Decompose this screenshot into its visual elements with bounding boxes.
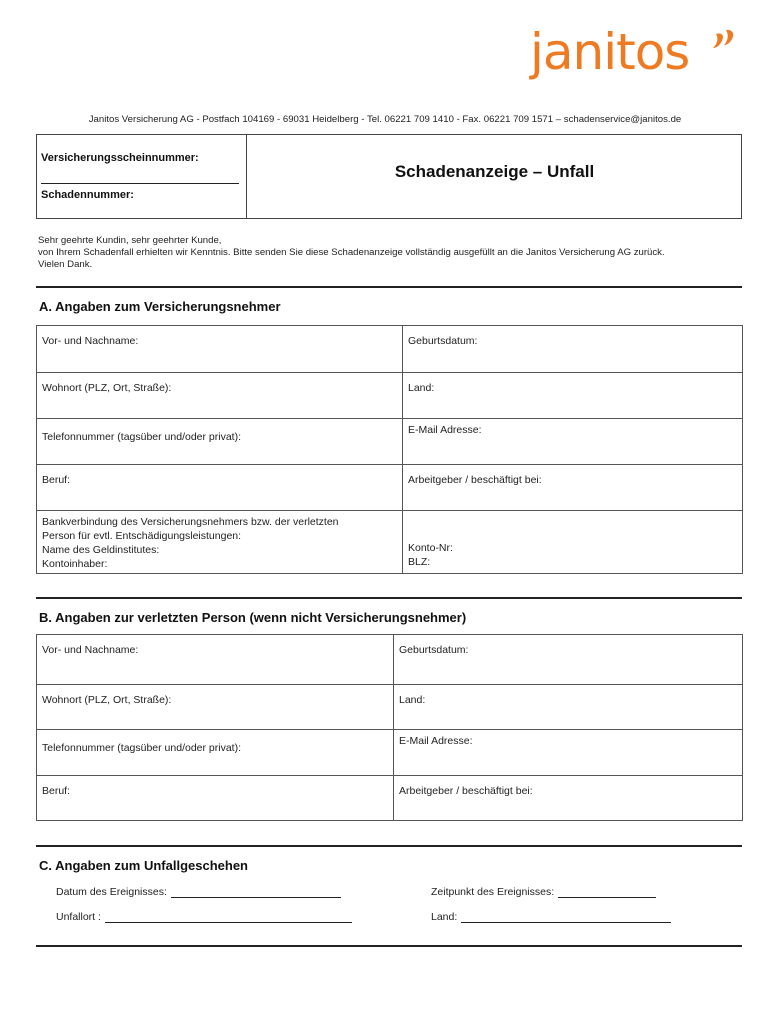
injured-birthdate-field[interactable]: Geburtsdatum: (394, 635, 743, 685)
accident-country-label: Land: (431, 911, 458, 923)
bank-details-field[interactable] (37, 511, 403, 574)
injured-phone-field[interactable]: Telefonnummer (tagsüber und/oder privat): (37, 730, 394, 776)
accident-country-field[interactable] (461, 910, 671, 923)
intro-line: von Ihrem Schadenfall erhielten wir Kenntnis. Bitte senden Sie diese Schadenanzeige vollständig ausgefüllt an die Janitos Versicherung AG zurück. (38, 247, 665, 258)
accident-place-row (56, 910, 352, 923)
account-number-label: Konto-Nr: (408, 542, 453, 554)
policy-number-field[interactable] (41, 183, 239, 184)
injured-country-field[interactable]: Land: (394, 685, 743, 730)
phone-field[interactable]: Telefonnummer (tagsüber und/oder privat): (37, 419, 403, 465)
section-c-title: C. Angaben zum Unfallgeschehen (39, 858, 248, 873)
event-time-row (431, 885, 656, 898)
policy-number-label: Versicherungsscheinnummer: (41, 152, 199, 164)
section-c-bottom-rule (36, 945, 742, 947)
bank-account-field[interactable] (403, 511, 743, 574)
name-field[interactable]: Vor- und Nachname: (37, 326, 403, 373)
bank-line: Name des Geldinstitutes: (42, 544, 160, 556)
intro-line: Vielen Dank. (38, 259, 93, 270)
section-b-title: B. Angaben zur verletzten Person (wenn nicht Versicherungsnehmer) (39, 610, 467, 625)
section-a-rule (36, 286, 742, 288)
event-date-label: Datum des Ereignisses: (56, 886, 167, 898)
section-b-rule (36, 597, 742, 599)
company-address: Janitos Versicherung AG - Postfach 104169 - 69031 Heidelberg - Tel. 06221 709 1410 - Fax. 06221 709 1571 – schadenservice@janitos.de (88, 114, 682, 125)
injured-employer-field[interactable]: Arbeitgeber / beschäftigt bei: (394, 776, 743, 821)
section-b-table (36, 634, 743, 821)
section-c-rule (36, 845, 742, 847)
accident-place-label: Unfallort : (56, 911, 101, 923)
intro-text (38, 235, 738, 271)
blz-label: BLZ: (408, 556, 431, 568)
event-date-field[interactable] (171, 885, 341, 898)
injured-address-field[interactable]: Wohnort (PLZ, Ort, Straße): (37, 685, 394, 730)
injured-name-field[interactable]: Vor- und Nachname: (37, 635, 394, 685)
address-field[interactable]: Wohnort (PLZ, Ort, Straße): (37, 373, 403, 419)
section-a-title: A. Angaben zum Versicherungsnehmer (39, 299, 281, 314)
accident-place-field[interactable] (105, 910, 352, 923)
injured-email-field[interactable]: E-Mail Adresse: (394, 730, 743, 776)
email-field[interactable]: E-Mail Adresse: (403, 419, 743, 465)
country-field[interactable]: Land: (403, 373, 743, 419)
form-title: Schadenanzeige – Unfall (394, 162, 595, 181)
intro-line: Sehr geehrte Kundin, sehr geehrter Kunde, (38, 235, 222, 246)
employer-field[interactable]: Arbeitgeber / beschäftigt bei: (403, 465, 743, 511)
bank-line: Bankverbindung des Versicherungsnehmers bzw. der verletzten (42, 516, 339, 528)
bank-line: Person für evtl. Entschädigungsleistungen: (42, 530, 242, 542)
event-time-field[interactable] (558, 885, 656, 898)
accident-country-row (431, 910, 671, 923)
logo-swoosh-icon (706, 28, 738, 60)
occupation-field[interactable]: Beruf: (37, 465, 403, 511)
event-time-label: Zeitpunkt des Ereignisses: (431, 886, 555, 898)
birthdate-field[interactable]: Geburtsdatum: (403, 326, 743, 373)
section-a-table (36, 325, 743, 574)
claim-number-label: Schadennummer: (41, 189, 134, 201)
injured-occupation-field[interactable]: Beruf: (37, 776, 394, 821)
event-date-row (56, 885, 341, 898)
bank-line: Kontoinhaber: (42, 558, 108, 570)
janitos-logo: janitos (530, 23, 690, 81)
